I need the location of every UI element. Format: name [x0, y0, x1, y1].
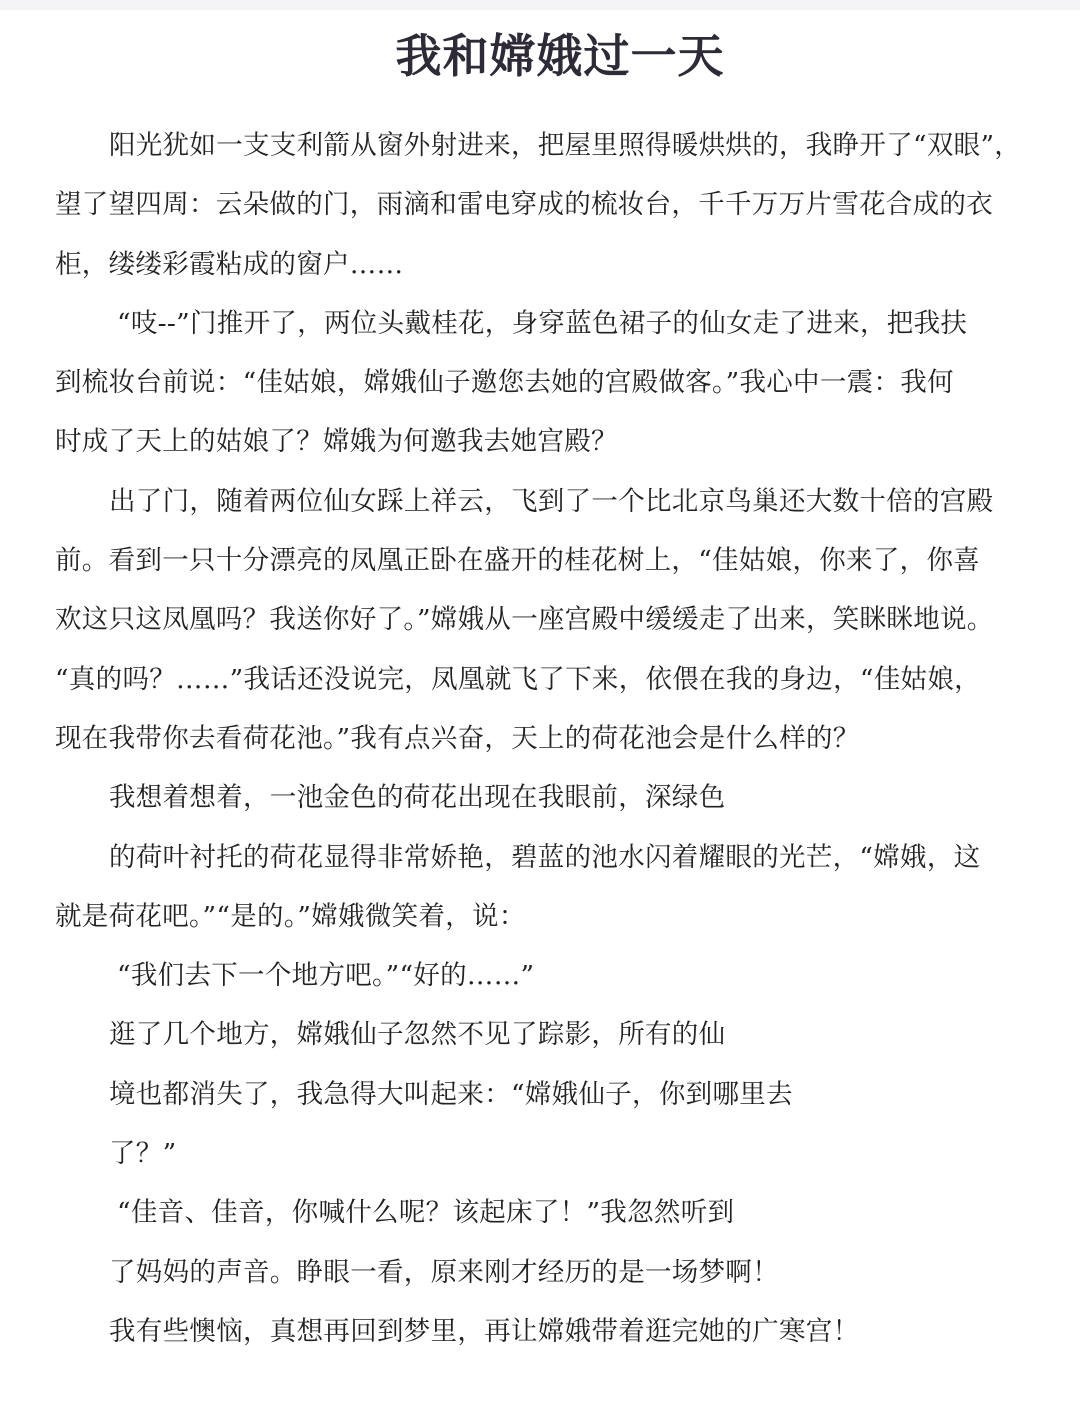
- top-strip: [0, 0, 1080, 10]
- essay-title: 我和嫦娥过一天: [395, 29, 725, 83]
- text-line: 柜，缕缕彩霞粘成的窗户……: [55, 248, 404, 280]
- text-line: 阳光犹如一支支利箭从窗外射进来，把屋里照得暖烘烘的，我睁开了“双眼”，: [109, 130, 1022, 161]
- text-line: 就是荷花吧。”“是的。”嫦娥微笑着，说：: [55, 900, 526, 932]
- text-line: 时成了天上的姑娘了？嫦娥为何邀我去她宫殿？: [55, 426, 618, 458]
- text-line: 望了望四周：云朵做的门，雨滴和雷电穿成的梳妆台，千千万万片雪花合成的衣: [55, 189, 993, 221]
- text-line: “我们去下一个地方吧。”“好的……”: [117, 960, 535, 992]
- text-line: 我有些懊恼，真想再回到梦里，再让嫦娥带着逛完她的广寒宫！: [109, 1315, 860, 1347]
- text-line: 现在我带你去看荷花池。”我有点兴奋，天上的荷花池会是什么样的？: [55, 722, 860, 754]
- text-line: 到梳妆台前说：“佳姑娘，嫦娥仙子邀您去她的宫殿做客。”我心中一震：我何: [55, 367, 954, 399]
- text-line: 出了门，随着两位仙女踩上祥云，飞到了一个比北京鸟巢还大数十倍的宫殿: [109, 485, 994, 517]
- text-line: “佳音、佳音，你喊什么呢？该起床了！”我忽然听到: [117, 1197, 735, 1229]
- text-line: 了妈妈的声音。睁眼一看，原来刚才经历的是一场梦啊！: [109, 1256, 779, 1288]
- essay-body: [55, 116, 1022, 1361]
- text-line: 的荷叶衬托的荷花显得非常娇艳，碧蓝的池水闪着耀眼的光芒，“嫦娥，这: [109, 841, 981, 873]
- text-line: “吱--”门推开了，两位头戴桂花，身穿蓝色裙子的仙女走了进来，把我扶: [117, 307, 968, 339]
- text-line: 逛了几个地方，嫦娥仙子忽然不见了踪影，所有的仙: [109, 1019, 726, 1051]
- text-line: 我想着想着，一池金色的荷花出现在我眼前，深绿色: [109, 782, 726, 814]
- text-line: 前。看到一只十分漂亮的凤凰正卧在盛开的桂花树上，“佳姑娘，你来了，你喜: [55, 545, 981, 577]
- text-line: 欢这只这凤凰吗？我送你好了。”嫦娥从一座宫殿中缓缓走了出来，笑眯眯地说。: [55, 604, 994, 636]
- text-line: 境也都消失了，我急得大叫起来：“嫦娥仙子，你到哪里去: [109, 1078, 793, 1110]
- text-line: “真的吗？……”我话还没说完，凤凰就飞了下来，依偎在我的身边，“佳姑娘，: [55, 663, 981, 695]
- text-line: 了？”: [109, 1138, 177, 1170]
